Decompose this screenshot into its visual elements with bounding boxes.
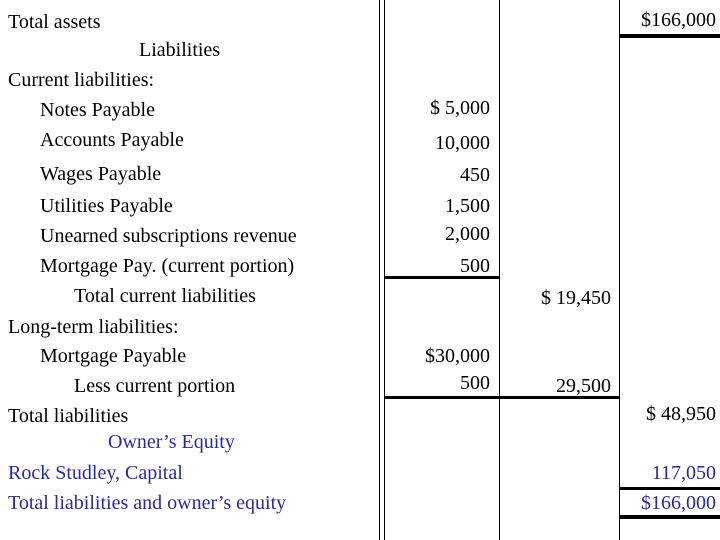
underline-less-current xyxy=(385,396,499,399)
capital-label: Rock Studley, Capital xyxy=(8,462,183,484)
column-divider-4 xyxy=(619,0,620,540)
line-item-label: Utilities Payable xyxy=(40,195,173,217)
line-item-amount: 450 xyxy=(460,164,490,186)
double-underline-grand-total xyxy=(620,515,720,519)
equity-heading: Owner’s Equity xyxy=(108,431,235,453)
double-underline-total-assets xyxy=(620,34,720,38)
grand-total-value: $166,000 xyxy=(641,492,716,514)
less-current-amount: 500 xyxy=(460,372,490,394)
line-item-amount: 500 xyxy=(460,255,490,277)
line-item-amount: 2,000 xyxy=(445,223,490,245)
total-assets-label: Total assets xyxy=(8,11,101,33)
current-liabilities-heading: Current liabilities: xyxy=(8,69,155,91)
less-current-label: Less current portion xyxy=(74,375,236,397)
line-item-label: Unearned subscriptions revenue xyxy=(40,225,297,247)
capital-value: 117,050 xyxy=(651,462,716,484)
line-item-label: Notes Payable xyxy=(40,99,155,121)
underline-capital xyxy=(620,487,720,490)
column-divider-3 xyxy=(499,0,500,540)
total-liabilities-label: Total liabilities xyxy=(8,405,129,427)
line-item-amount: $ 5,000 xyxy=(430,97,490,119)
mortgage-amount: $30,000 xyxy=(425,345,490,367)
line-item-label: Accounts Payable xyxy=(40,129,184,151)
line-item-amount: 1,500 xyxy=(445,195,490,217)
column-divider-1 xyxy=(379,0,380,540)
line-item-label: Mortgage Pay. (current portion) xyxy=(40,255,295,277)
longterm-heading: Long-term liabilities: xyxy=(8,316,179,338)
liabilities-heading: Liabilities xyxy=(139,39,221,61)
longterm-net-value: 29,500 xyxy=(556,375,611,397)
total-current-label: Total current liabilities xyxy=(74,285,256,307)
total-assets-value: $166,000 xyxy=(641,9,716,31)
line-item-amount: 10,000 xyxy=(435,132,490,154)
line-item-label: Wages Payable xyxy=(40,163,162,185)
mortgage-label: Mortgage Payable xyxy=(40,345,187,367)
total-liabilities-value: $ 48,950 xyxy=(646,403,716,425)
grand-total-label: Total liabilities and owner’s equity xyxy=(8,492,287,514)
total-current-value: $ 19,450 xyxy=(541,287,611,309)
